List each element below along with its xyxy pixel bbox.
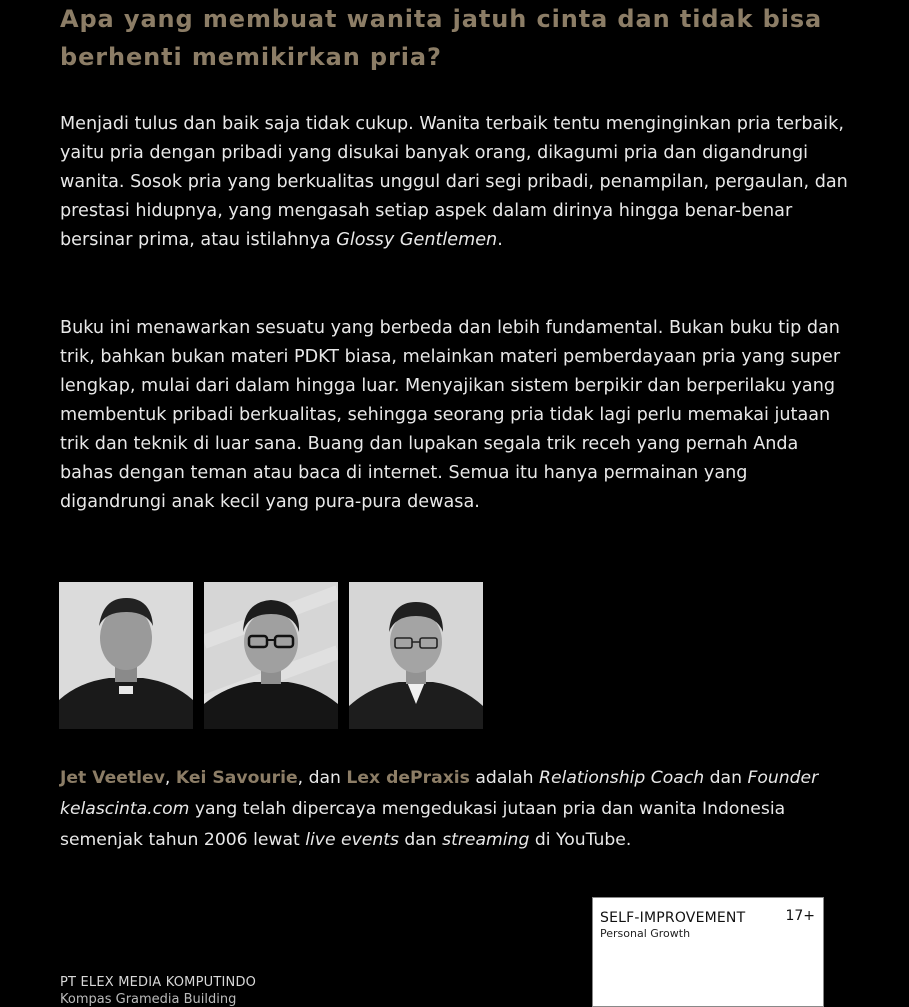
bio-separator: , xyxy=(164,768,176,788)
headline: Apa yang membuat wanita jatuh cinta dan tidak bisa berhenti memikirkan pria? xyxy=(60,5,823,71)
bio-text: dan xyxy=(704,768,748,788)
category-title: SELF-IMPROVEMENT xyxy=(600,910,746,926)
paragraph-description: Buku ini menawarkan sesuatu yang berbeda dan lebih fundamental. Bukan buku tip dan trik, bahkan bukan materi PDKT biasa, melainkan materi pemberdayaan pria yang super lengkap, mulai dari dalam hingga luar. Menyajikan sistem berpikir dan berperilaku yang membentuk pribadi berkualitas, sehingga seorang pria tidak lagi perlu memakai jutaan trik dan teknik di luar sana. Buang dan lupakan segala trik receh yang pernah Anda bahas dengan teman atau baca di internet. Semua itu hanya permainan yang digandrungi anak kecil yang pura-pura dewasa. xyxy=(60,318,841,512)
publisher-address: Kompas Gramedia Building xyxy=(60,992,237,1007)
bio-separator: , dan xyxy=(297,768,347,788)
publisher-name: PT ELEX MEDIA KOMPUTINDO xyxy=(60,975,257,990)
bio-text: dan xyxy=(398,830,443,850)
authors-bio xyxy=(60,763,850,856)
author-name-jet: Jet Veetlev xyxy=(60,768,165,788)
author-photo-jet-veetlev xyxy=(59,582,193,729)
author-name-lex: Lex dePraxis xyxy=(346,768,470,788)
bio-role: Relationship Coach xyxy=(539,768,705,788)
author-photo-lex-depraxis xyxy=(349,582,483,729)
paragraph-intro xyxy=(60,110,850,255)
paragraph-intro-text: Menjadi tulus dan baik saja tidak cukup. Wanita terbaik tentu menginginkan pria terbaik, yaitu pria dengan pribadi yang disukai banyak orang, dikagumi pria dan digandrungi wanita. Sosok pria yang berkualitas unggul dari segi pribadi, penampilan, pergaulan, dan prestasi hidupnya, yang mengasah setiap aspek dalam dirinya hingga benar-benar bersinar prima, atau istilahnya xyxy=(60,114,848,250)
paragraph-intro-end: . xyxy=(497,230,503,250)
bio-founder: Founder kelascinta.com xyxy=(60,768,819,819)
bio-live-events: live events xyxy=(305,830,399,850)
bio-text: di YouTube. xyxy=(529,830,632,850)
category-subtitle: Personal Growth xyxy=(600,927,691,940)
age-rating: 17+ xyxy=(785,908,815,924)
bio-streaming: streaming xyxy=(442,830,530,850)
bio-text: adalah xyxy=(469,768,540,788)
author-photo-kei-savourie xyxy=(204,582,338,729)
paragraph-intro-term: Glossy Gentlemen xyxy=(336,230,498,250)
bio-text: yang telah dipercaya mengedukasi jutaan pria dan wanita Indonesia semenjak tahun 2006 lewat xyxy=(60,799,786,850)
author-name-kei: Kei Savourie xyxy=(175,768,298,788)
category-box xyxy=(592,897,824,1007)
